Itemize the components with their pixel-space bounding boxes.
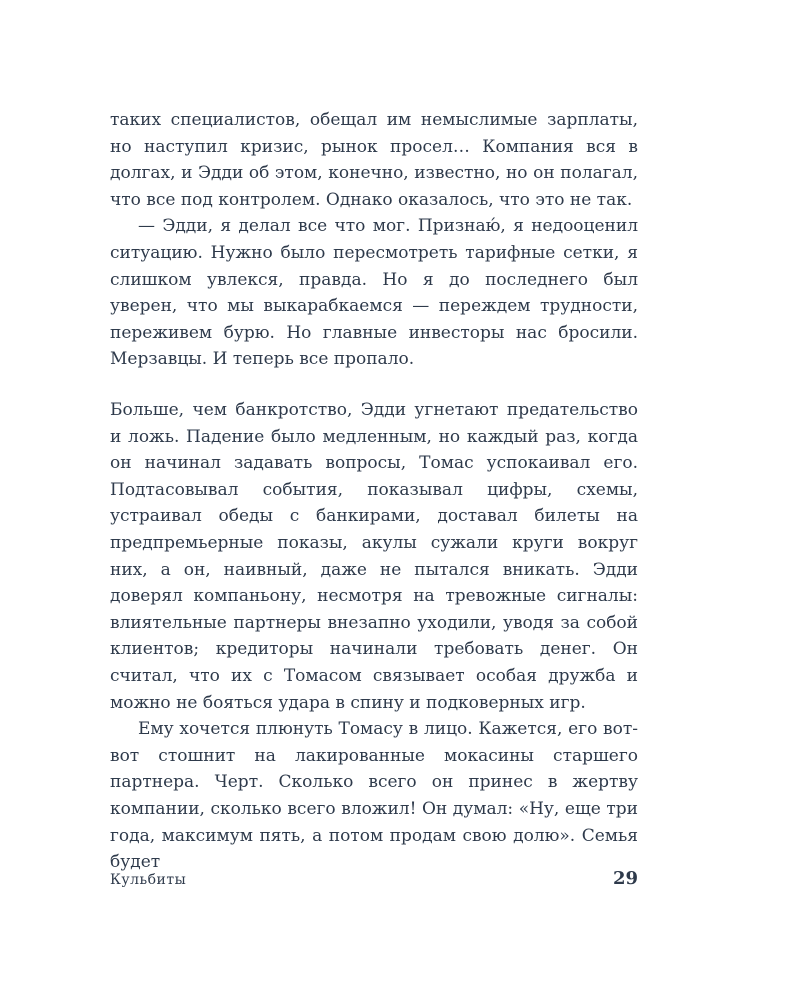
text-section-2 bbox=[110, 397, 638, 876]
paragraph-dialogue: — Эдди, я делал все что мог. Признаю́, я недооценил ситуацию. Нужно было пересмотреть тарифные сетки, я слишком увлекся, правда. Но я до последнего был уверен, что мы выкарабкаемся — переждем трудности, переживем бурю. Но главные инвесторы нас бросили. Мерзавцы. И теперь все пропало. bbox=[110, 216, 638, 370]
page-number: 29 bbox=[612, 868, 638, 889]
running-title: Кульбиты bbox=[110, 872, 187, 888]
paragraph-section-start: Больше, чем банкротство, Эдди угнетают предательство и ложь. Падение было медленным, но каждый раз, когда он начинал задавать вопросы, Томас успокаивал его. Подтасовывал события, показывал цифры, схемы, устраивал обеды с банкирами, доставал билеты на предпремьерные показы, акулы сужали круги вокруг них, а он, наивный, даже не пытался вникать. Эдди доверял компаньону, несмотря на тревожные сигналы: влиятельные партнеры внезапно уходили, уводя за собой клиентов; кредиторы начинали требовать денег. Он считал, что их с Томасом связывает особая дружба и можно не бояться удара в спину и подковерных игр. bbox=[110, 400, 638, 713]
paragraph: Ему хочется плюнуть Томасу в лицо. Кажется, его вот-вот стошнит на лакированные мокасины старшего партнера. Черт. Сколько всего он принес в жертву компании, сколько всего вложил! Он думал: «Ну, еще три года, максимум пять, а потом продам свою долю». Семья будет bbox=[110, 719, 638, 873]
text-section-1 bbox=[110, 107, 638, 373]
paragraph-continuation: таких специалистов, обещал им немыслимые зарплаты, но наступил кризис, рынок просел… Компания вся в долгах, и Эдди об этом, конечно, известно, но он полагал, что все под контролем. Однако оказалось, что это не так. bbox=[110, 110, 638, 210]
